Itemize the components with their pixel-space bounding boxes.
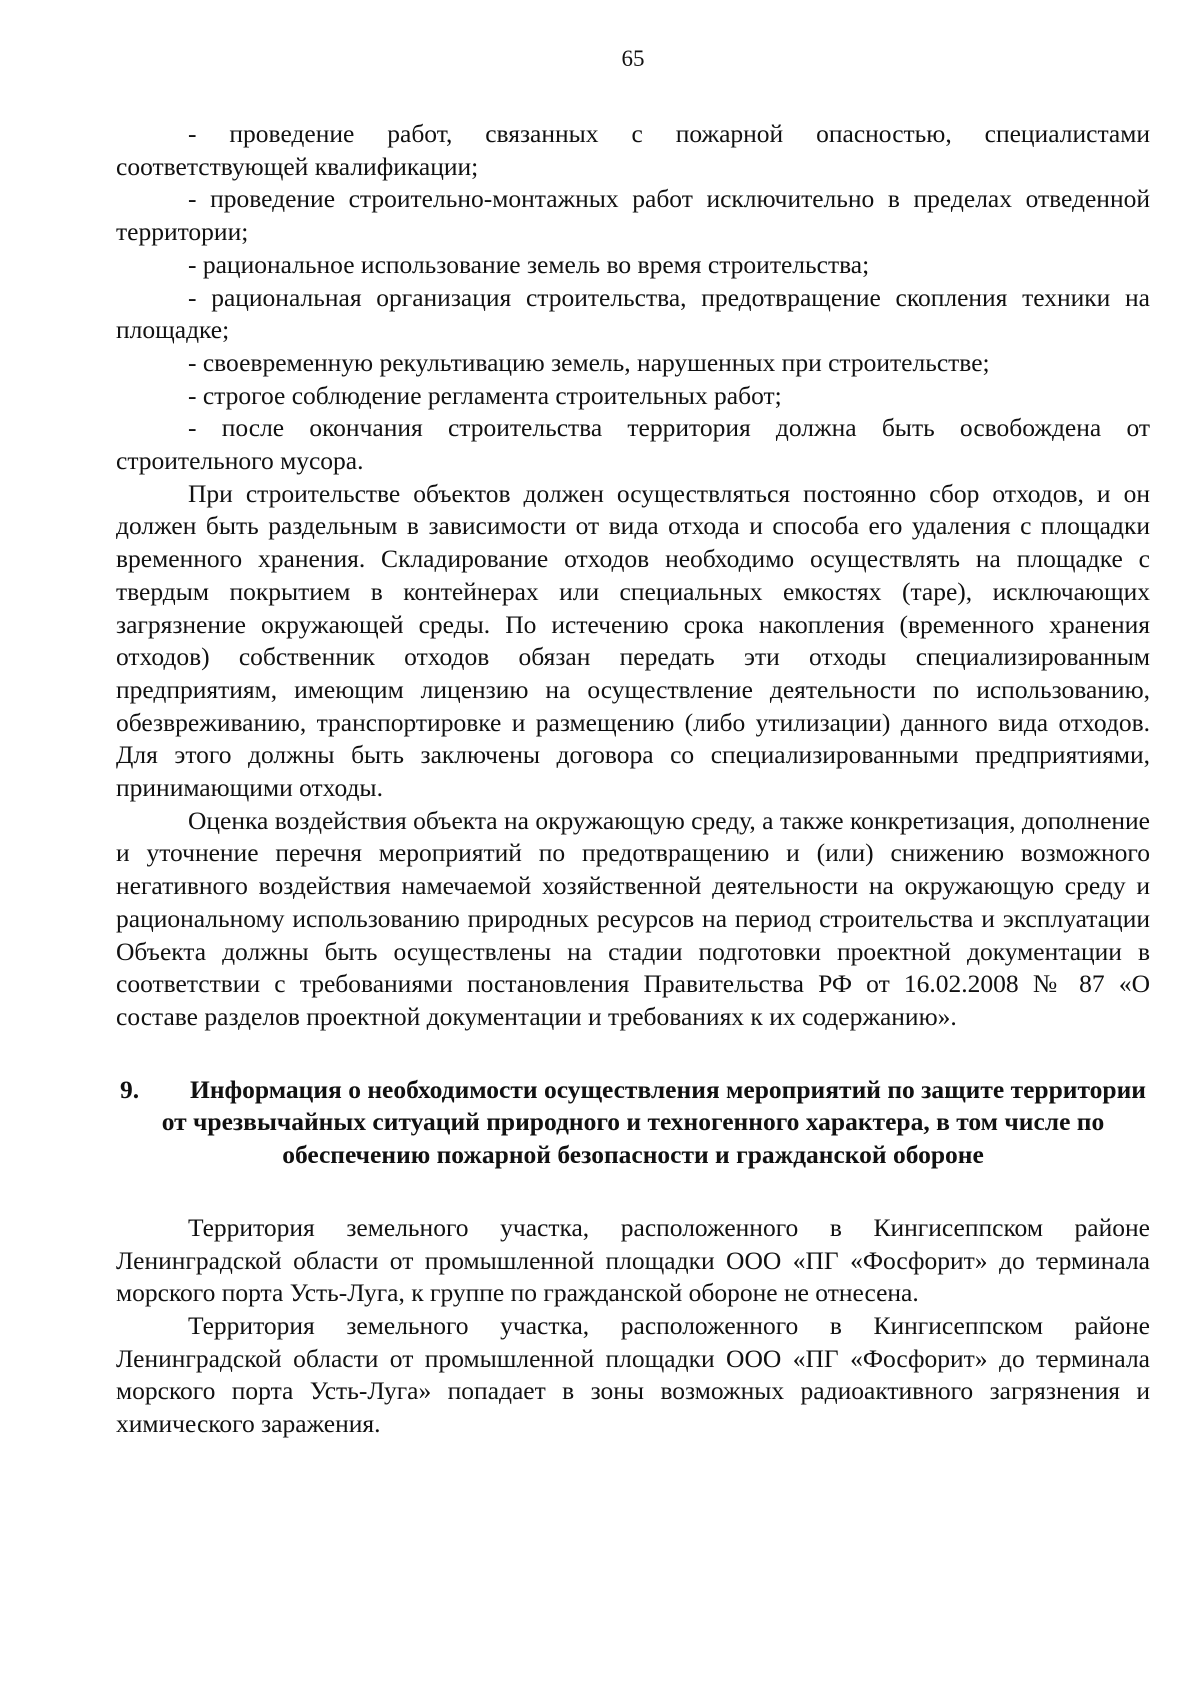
section-body <box>116 1212 1150 1441</box>
list-item: - рациональное использование земель во время строительства; <box>188 249 870 279</box>
paragraph-waste-collection: При строительстве объектов должен осуществляться постоянно сбор отходов, и он должен быть раздельным в зависимости от вида отхода и способа его удаления с площадки временного хранения. Складирование отходов необходимо осуществлять на площадке с твердым покрытием в контейнерах или специальных емкостях (таре), исключающих загрязнение окружающей среды. По истечению срока накопления (временного хранения отходов) собственник отходов обязан передать эти отходы специализированным предприятиям, имеющим лицензию на осуществление деятельности по использованию, обезвреживанию, транспортировке и размещению (либо утилизации) данного вида отходов. Для этого должны быть заключены договора со специализированными предприятиями, принимающими отходы. <box>116 478 1150 803</box>
section-number: 9. <box>120 1074 140 1104</box>
page-content <box>116 118 1150 1441</box>
section-title: Информация о необходимости осуществления мероприятий по защите территории от чрезвычайных ситуаций природного и техногенного характера, в том числе по обеспечению пожарной безопасности и гражданской обороне <box>161 1074 1146 1170</box>
list-item: - своевременную рекультивацию земель, нарушенных при строительстве; <box>188 347 990 377</box>
list-item: - строгое соблюдение регламента строительных работ; <box>188 380 782 410</box>
list-item: - после окончания строительства территория должна быть освобождена от строительного мусора. <box>116 413 1150 476</box>
list-item: - проведение строительно-монтажных работ исключительно в пределах отведенной территории; <box>116 184 1150 247</box>
list-item: - рациональная организация строительства, предотвращение скопления техники на площадке; <box>116 282 1150 345</box>
section-heading <box>116 1074 1150 1172</box>
measures-list <box>116 118 1150 478</box>
paragraph-impact-assessment: Оценка воздействия объекта на окружающую среду, а также конкретизация, дополнение и уточнение перечня мероприятий по предотвращению и (или) снижению возможного негативного воздействия намечаемой хозяйственной деятельности на окружающую среду и рациональному использованию природных ресурсов на период строительства и эксплуатации Объекта должны быть осуществлены на стадии подготовки проектной документации в соответствии с требованиями постановления Правительства РФ от 16.02.2008 № 87 «О составе разделов проектной документации и требованиях к их содержанию». <box>116 805 1150 1031</box>
list-item: - проведение работ, связанных с пожарной опасностью, специалистами соответствующей квалификации; <box>116 119 1150 181</box>
paragraph-civil-defense: Территория земельного участка, расположенного в Кингисеппском районе Ленинградской области от промышленной площадки ООО «ПГ «Фосфорит» до терминала морского порта Усть-Луга, к группе по гражданской обороне не отнесена. <box>116 1212 1150 1308</box>
paragraph-contamination-zones: Территория земельного участка, расположенного в Кингисеппском районе Ленинградской области от промышленной площадки ООО «ПГ «Фосфорит» до терминала морского порта Усть-Луга» попадает в зоны возможных радиоактивного загрязнения и химического заражения. <box>116 1310 1150 1439</box>
page-number: 65 <box>621 46 645 71</box>
